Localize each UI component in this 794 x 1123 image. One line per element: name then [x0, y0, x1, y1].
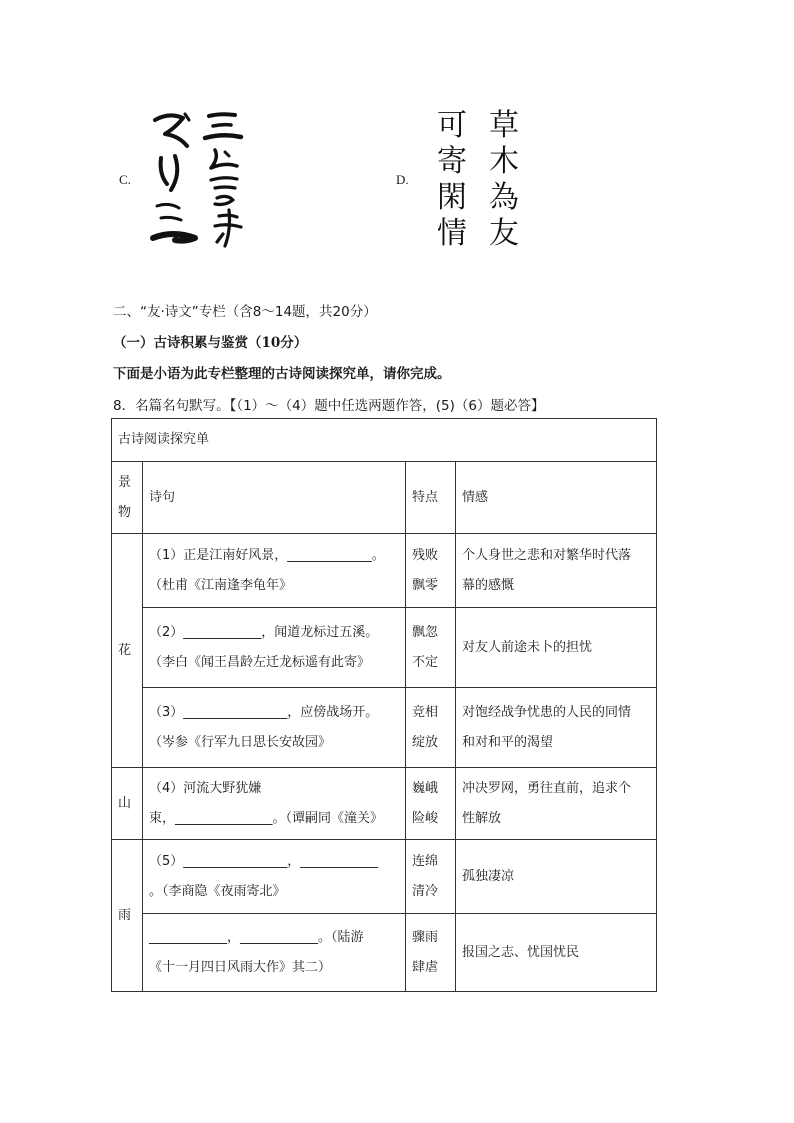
table-row [112, 768, 657, 840]
emotion-cell: 孤独凄凉 [456, 840, 657, 914]
option-d-left-column [430, 108, 474, 252]
option-d-calligraphy [430, 108, 530, 258]
option-d-char: 可 [437, 108, 467, 143]
verse-cell: ____________，____________。（陆游 《十一月四日风雨大作》其二） [143, 914, 406, 992]
verse-blank[interactable]: ____________，____________。（陆游 [149, 929, 364, 945]
verse-cell: （5）________________，____________ 。（李商隐《夜雨寄北》 [143, 840, 406, 914]
option-d-char: 閑 [437, 180, 467, 215]
section-intro: 下面是小语为此专栏整理的古诗阅读探究单，请你完成。 [113, 366, 451, 382]
poem-worksheet-table [111, 418, 657, 992]
feature-cell: 巍峨 险峻 [406, 768, 456, 840]
section-subheading: （一）古诗积累与鉴赏（10分） [113, 335, 308, 351]
verse-blank[interactable]: （3）________________，应傍战场开。 [149, 704, 379, 720]
feature-cell: 飘忽 不定 [406, 608, 456, 688]
option-d-char: 寄 [437, 144, 467, 179]
verse-cell: （1）正是江南好风景，_____________。 （杜甫《江南逢李龟年》 [143, 534, 406, 608]
verse-cell: （4）河流大野犹嫌 束，_______________。（谭嗣同《潼关》 [143, 768, 406, 840]
option-d-char: 友 [489, 216, 519, 251]
question-8: 8．名篇名句默写。【（1）～（4）题中任选两题作答，(5)（6）题必答】 [113, 398, 545, 414]
verse-blank[interactable]: （5）________________，____________ [149, 853, 379, 869]
header-emotion: 情感 [456, 462, 657, 534]
header-scene: 景 物 [112, 462, 143, 534]
verse-cell: （3）________________，应傍战场开。 （岑参《行军九日思长安故园》 [143, 688, 406, 768]
feature-cell: 骤雨 肆虐 [406, 914, 456, 992]
emotion-cell: 对友人前途未卜的担忧 [456, 608, 657, 688]
emotion-cell: 报国之志、忧国忧民 [456, 914, 657, 992]
table-title-row [112, 419, 657, 462]
table-row [112, 534, 657, 608]
option-c-label: C. [119, 172, 131, 187]
verse-blank[interactable]: （1）正是江南好风景，_____________。 [149, 547, 385, 563]
table-header-row [112, 462, 657, 534]
calligraphy-cursive-icon [145, 106, 257, 258]
feature-cell: 残败 飘零 [406, 534, 456, 608]
table-row [112, 608, 657, 688]
table-row [112, 840, 657, 914]
feature-cell: 竞相 绽放 [406, 688, 456, 768]
table-row [112, 688, 657, 768]
option-d-char: 木 [489, 144, 519, 179]
feature-cell: 连绵 清冷 [406, 840, 456, 914]
table-row [112, 914, 657, 992]
emotion-cell: 对饱经战争忧患的人民的同情 和对和平的渴望 [456, 688, 657, 768]
section-heading: 二、“友·诗文”专栏（含8～14题，共20分） [113, 304, 377, 320]
option-d-right-column [482, 108, 526, 252]
header-feature: 特点 [406, 462, 456, 534]
group-rain: 雨 [112, 840, 143, 992]
option-c-calligraphy-image [145, 106, 257, 258]
group-flower: 花 [112, 534, 143, 768]
emotion-cell: 个人身世之悲和对繁华时代落 幕的感慨 [456, 534, 657, 608]
verse-blank[interactable]: 束，_______________。（谭嗣同《潼关》 [149, 810, 384, 826]
header-verse: 诗句 [143, 462, 406, 534]
option-d-char: 草 [489, 108, 519, 143]
table-title: 古诗阅读探究单 [112, 419, 657, 462]
verse-blank[interactable]: （2）____________，闻道龙标过五溪。 [149, 624, 379, 640]
group-mountain: 山 [112, 768, 143, 840]
verse-cell: （2）____________，闻道龙标过五溪。 （李白《闻王昌龄左迁龙标遥有此寄》 [143, 608, 406, 688]
option-d-char: 為 [489, 180, 519, 215]
option-d-label: D. [396, 172, 409, 187]
emotion-cell: 冲决罗网，勇往直前，追求个 性解放 [456, 768, 657, 840]
option-d-char: 情 [437, 216, 467, 251]
